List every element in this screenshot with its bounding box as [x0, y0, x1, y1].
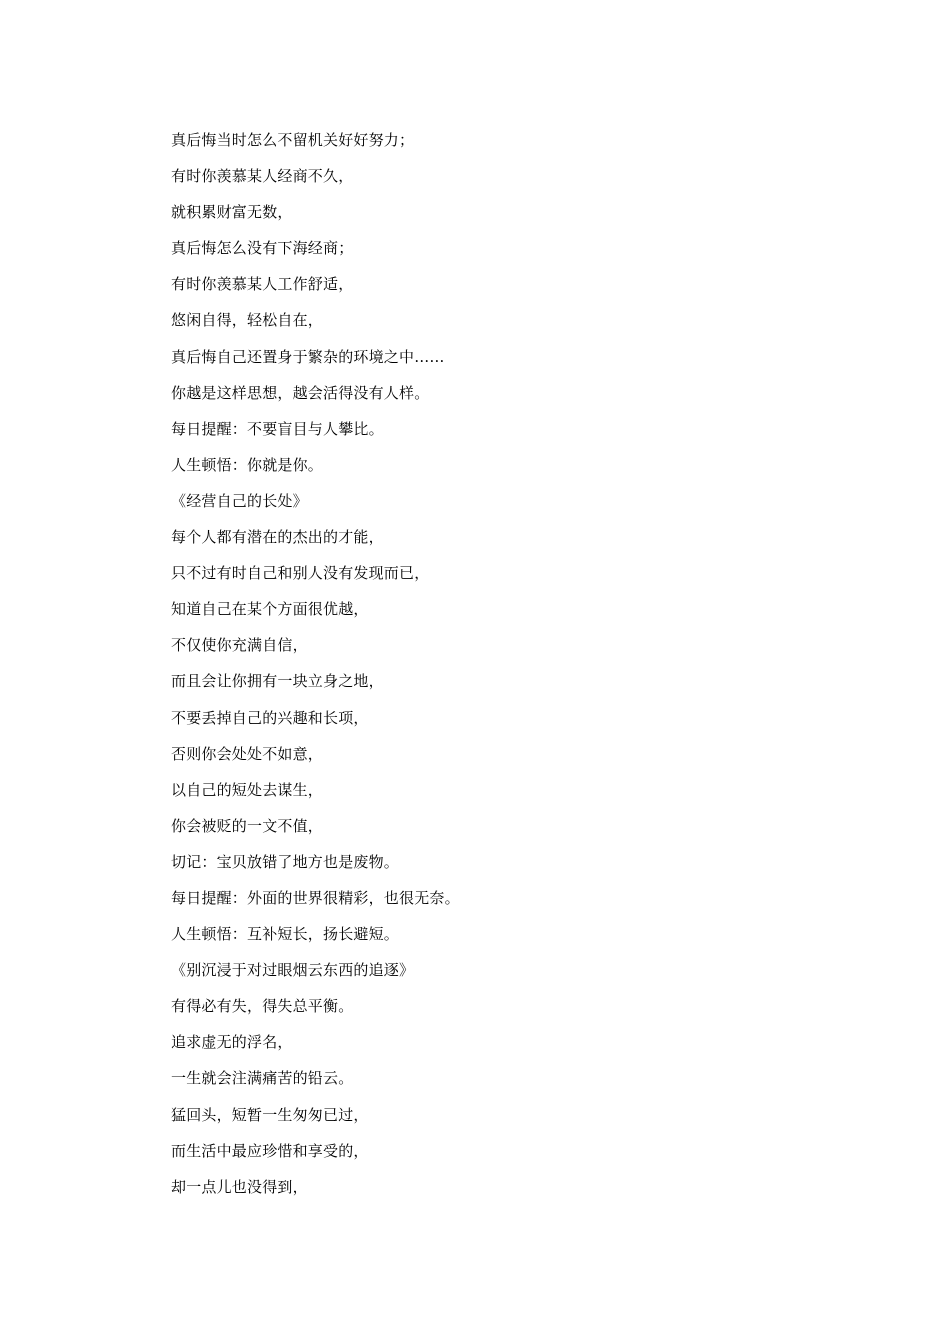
text-line: 切记：宝贝放错了地方也是废物。 — [171, 852, 400, 871]
text-line: 每日提醒：不要盲目与人攀比。 — [171, 419, 384, 438]
text-line: 追求虚无的浮名， — [171, 1033, 293, 1052]
section-title: 《经营自己的长处》 — [171, 491, 308, 510]
text-line: 真后悔当时怎么不留机关好好努力； — [171, 131, 415, 149]
text-line: 悠闲自得，轻松自在， — [171, 311, 324, 330]
text-line: 却一点儿也没得到， — [171, 1177, 308, 1196]
text-line: 你会被贬的一文不值， — [171, 816, 324, 835]
text-line: 就积累财富无数， — [171, 203, 293, 222]
text-line: 每日提醒：外面的世界很精彩，也很无奈。 — [171, 888, 460, 907]
text-line: 知道自己在某个方面很优越， — [171, 600, 369, 619]
text-line: 有时你羡慕某人经商不久， — [171, 167, 354, 186]
text-line: 每个人都有潜在的杰出的才能， — [171, 528, 384, 547]
text-line: 以自己的短处去谋生， — [171, 780, 324, 799]
body-text — [171, 122, 791, 1205]
text-line: 而且会让你拥有一块立身之地， — [171, 672, 384, 691]
text-line: 猛回头，短暂一生匆匆已过， — [171, 1105, 369, 1124]
text-line: 而生活中最应珍惜和享受的， — [171, 1141, 369, 1160]
section-title: 《别沉浸于对过眼烟云东西的追逐》 — [171, 961, 415, 980]
text-line: 否则你会处处不如意， — [171, 744, 324, 763]
text-line: 一生就会注满痛苦的铅云。 — [171, 1069, 354, 1088]
text-line: 有时你羡慕某人工作舒适， — [171, 275, 354, 294]
text-line: 真后悔怎么没有下海经商； — [171, 239, 354, 258]
text-line: 真后悔自己还置身于繁杂的环境之中…… — [171, 347, 445, 366]
text-line: 人生顿悟：你就是你。 — [171, 455, 324, 474]
text-line: 你越是这样思想，越会活得没有人样。 — [171, 383, 430, 402]
text-line: 有得必有失，得失总平衡。 — [171, 997, 354, 1016]
text-line: 人生顿悟：互补短长，扬长避短。 — [171, 925, 400, 944]
text-line: 不仅使你充满自信， — [171, 636, 308, 655]
text-line: 只不过有时自己和别人没有发现而已， — [171, 564, 430, 583]
text-line: 不要丢掉自己的兴趣和长项， — [171, 708, 369, 727]
